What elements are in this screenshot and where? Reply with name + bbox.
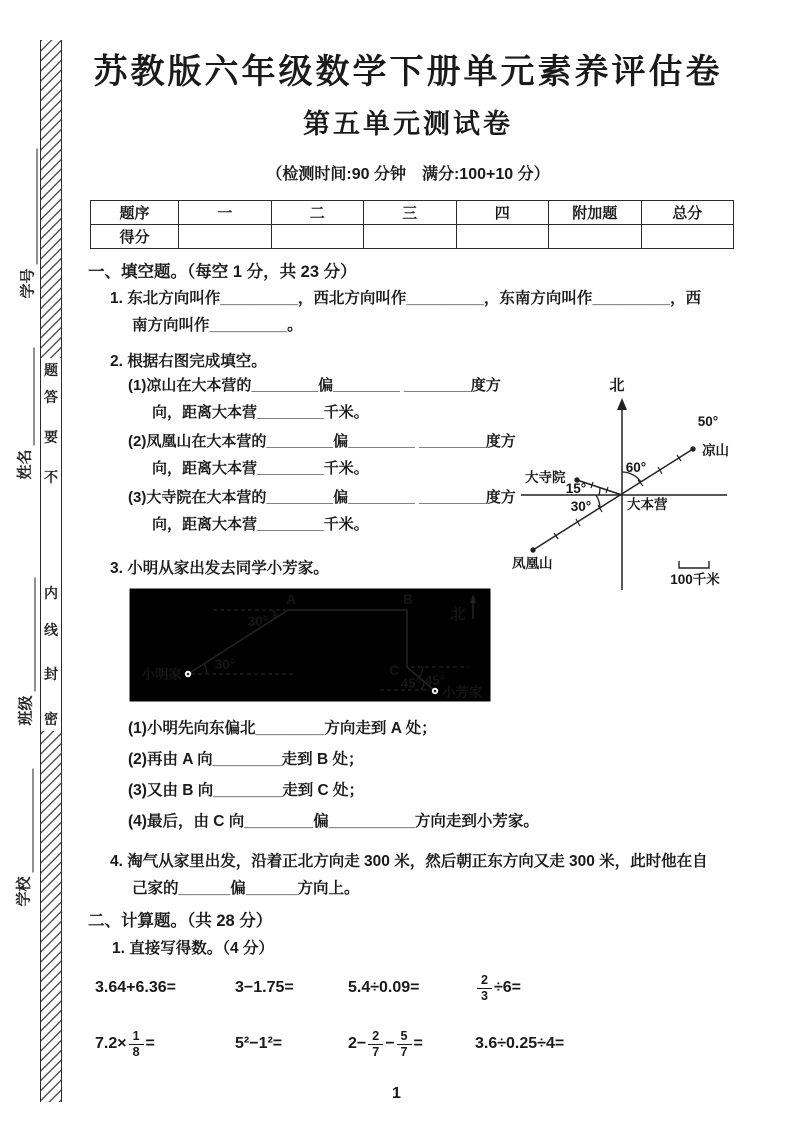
student-name-field [14, 348, 35, 480]
score-table-header-cell: 附加题 [549, 201, 642, 225]
score-table-header-cell: 总分 [641, 201, 734, 225]
point-b-label: B [403, 592, 413, 607]
question-3-item-4: (4)最后，由 C 向________偏__________方向走到小芳家。 [128, 813, 539, 830]
angle-45-fang-label: 45° [400, 676, 422, 691]
student-name-label: 姓名 [16, 449, 34, 480]
point-c-label: C [389, 663, 399, 678]
question-4 [110, 848, 762, 902]
scale-label: 100千米 [670, 572, 720, 587]
question-2-direction-diagram [505, 372, 793, 600]
seal-char: 封 [41, 662, 61, 686]
score-table-header-cell: 二 [271, 201, 364, 225]
seal-char: 答 [41, 385, 61, 409]
item-line: (1)凉山在大本营的________偏________ ________度方 [128, 377, 501, 394]
exam-info-line: （检测时间:90 分钟 满分:100+10 分） [266, 166, 550, 183]
score-cell [549, 225, 642, 249]
section2-heading: 二、计算题。（共 28 分） [88, 912, 273, 930]
liangshan-point [690, 446, 695, 451]
class-field [15, 578, 36, 726]
xiaoming-home-label: 小明家 [141, 667, 182, 682]
blank-line [33, 149, 38, 265]
seal-char: 内 [41, 581, 61, 605]
question-3-intro: 3. 小明从家出发去同学小芳家。 [110, 560, 329, 577]
angle-60-label: 60° [625, 460, 647, 475]
score-table-header-cell: 题序 [91, 201, 179, 225]
section2-sub1: 1. 直接写得数。（4 分） [112, 940, 274, 957]
item-line: 向，距离大本营________千米。 [152, 460, 369, 477]
blank-line [30, 348, 35, 446]
score-table-header-cell: 四 [456, 201, 549, 225]
question-3-items [128, 713, 539, 837]
paper-subtitle: 第五单元测试卷 [303, 109, 513, 139]
item-line: (3)大寺院在大本营的________偏________ ________度方 [128, 489, 516, 506]
question-3-item-3: (3)又由 B 向________走到 C 处； [128, 782, 365, 799]
angle-50-label: 50° [697, 414, 719, 429]
seal-char: 要 [41, 425, 61, 449]
score-table [90, 200, 734, 249]
score-cell [456, 225, 549, 249]
angle-15-label: 15° [565, 481, 587, 496]
score-cell [179, 225, 272, 249]
question-2-intro: 2. 根据右图完成填空。 [110, 353, 267, 370]
angle-30-home-label: 30° [214, 657, 236, 672]
point-a-label: A [286, 592, 296, 607]
calculation-grid [95, 960, 735, 1072]
expression: 3.64+6.36= [95, 979, 176, 996]
paper-title: 苏教版六年级数学下册单元素养评估卷 [93, 53, 723, 91]
north-label: 北 [609, 377, 625, 394]
question-3-route-diagram [128, 587, 492, 703]
fang-point-center [434, 690, 437, 693]
class-label: 班级 [17, 695, 35, 726]
temple-label: 大寺院 [525, 470, 566, 485]
blank-line [31, 578, 36, 692]
angle-15-arc [599, 488, 600, 495]
expression: 3.6÷0.25÷4= [475, 1035, 565, 1052]
seal-line-strip [40, 40, 62, 1102]
item-line: (2)凤凰山在大本营的________偏________ ________度方 [128, 433, 516, 450]
question-2-item-1 [128, 372, 538, 426]
phoenix-point [530, 547, 535, 552]
question-3-item-1: (1)小明先向东偏北________方向走到 A 处； [128, 720, 437, 737]
seal-char: 密 [41, 707, 61, 731]
scale-bar [679, 561, 709, 568]
expression: 3−1.75= [235, 979, 294, 996]
score-cell [641, 225, 734, 249]
score-row-label: 得分 [91, 225, 179, 249]
xiaofang-home-label: 小芳家 [442, 685, 483, 700]
question-4-line2: 己家的______偏______方向上。 [132, 880, 360, 897]
school-label: 学校 [15, 876, 33, 907]
student-number-field [17, 149, 38, 299]
seal-char: 题 [41, 358, 61, 382]
north-label: 北 [450, 606, 466, 623]
section1-heading: 一、填空题。（每空 1 分，共 23 分） [88, 263, 357, 281]
student-number-label: 学号 [19, 268, 37, 299]
expression: $\frac{2}{3}$ ÷6= [475, 960, 735, 1016]
angle-45-c-label: 45° [424, 673, 446, 688]
question-2-items [128, 372, 538, 540]
liangshan-label: 凉山 [702, 443, 729, 458]
score-table-header-cell: 三 [364, 201, 457, 225]
score-table-header-row [91, 201, 734, 225]
blank-line [29, 769, 34, 873]
base-camp-label: 大本营 [627, 497, 668, 512]
phoenix-liangshan-line [533, 449, 693, 550]
school-field [13, 769, 34, 907]
item-line: 向，距离大本营________千米。 [152, 516, 369, 533]
north-arrowhead [617, 398, 627, 410]
angle-30-label: 30° [570, 499, 592, 514]
question-3-item-2: (2)再由 A 向________走到 B 处； [128, 751, 364, 768]
angle-30-a-label: 30° [247, 614, 269, 629]
question-4-line1: 4. 淘气从家里出发，沿着正北方向走 300 米，然后朝正东方向又走 300 米，此时他在自 [110, 853, 708, 870]
seal-char: 线 [41, 618, 61, 642]
expression: 5²−1²= [235, 1035, 283, 1052]
question-2-item-3 [128, 484, 538, 538]
question-2-item-2 [128, 428, 538, 482]
expression: 5.4÷0.09= [348, 979, 420, 996]
item-line: 向，距离大本营________千米。 [152, 404, 369, 421]
question-1 [110, 285, 760, 339]
expression: 2− $\frac{2}{7}$ − $\frac{5}{7}$ = [348, 1028, 423, 1059]
angle-30-arc [596, 495, 600, 509]
score-table-header-cell: 一 [179, 201, 272, 225]
page-number: 1 [392, 1085, 401, 1102]
home-point-center [187, 673, 190, 676]
question-1-line2: 南方向叫作_________。 [132, 317, 303, 334]
question-1-line1: 1. 东北方向叫作_________，西北方向叫作_________，东南方向叫作_________，西 [110, 290, 701, 307]
score-cell [271, 225, 364, 249]
score-table-score-row [91, 225, 734, 249]
score-cell [364, 225, 457, 249]
expression: 7.2× $\frac{1}{8}$ = [95, 1028, 155, 1059]
seal-char: 不 [41, 465, 61, 489]
phoenix-label: 凤凰山 [512, 556, 553, 571]
